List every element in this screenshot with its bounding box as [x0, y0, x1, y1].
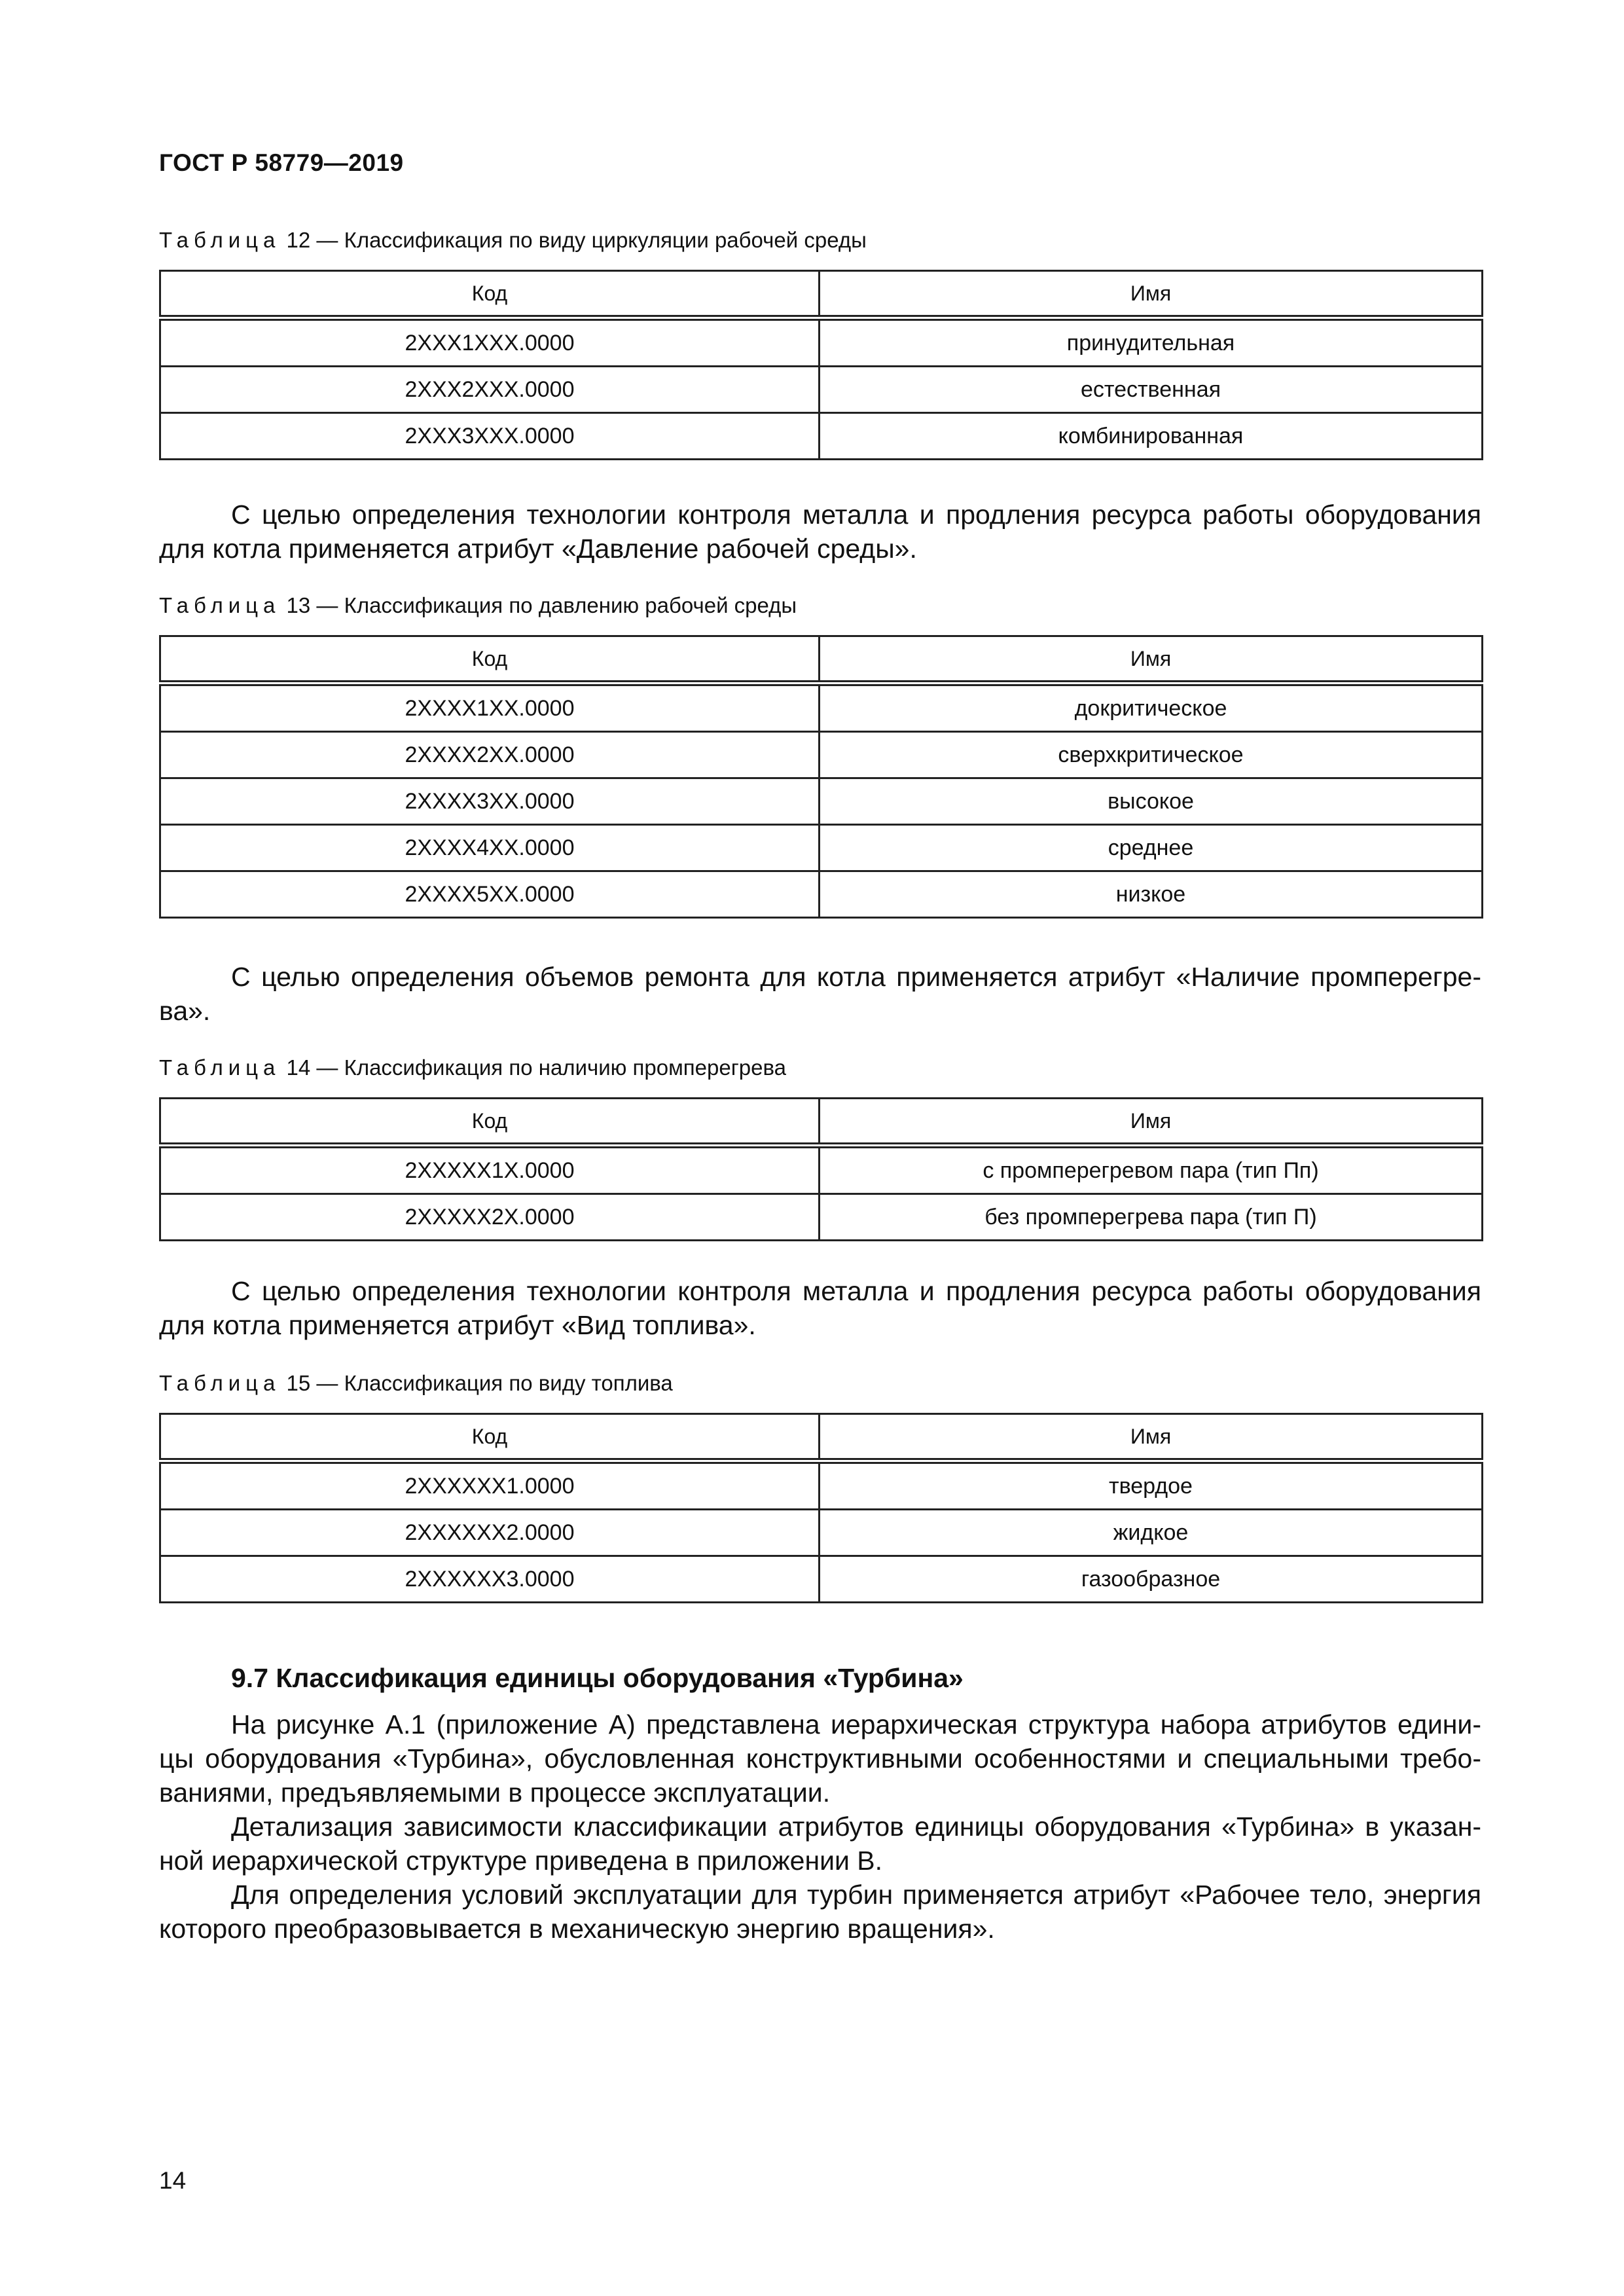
cell-code: 2XXXXX2X.0000	[160, 1194, 820, 1241]
table-caption-word: Таблица	[159, 228, 281, 252]
table-row	[160, 683, 1483, 732]
cell-name: докритическое	[820, 683, 1483, 732]
cell-name: комбинированная	[820, 413, 1483, 460]
table-row	[160, 1556, 1483, 1603]
document-id-header: ГОСТ Р 58779—2019	[159, 149, 404, 176]
table-row	[160, 778, 1483, 825]
paragraph-line: ваниями, предъявляемыми в процессе эксплуатации.	[159, 1777, 831, 1808]
cell-name: без промперегрева пара (тип П)	[820, 1194, 1483, 1241]
table-15-caption	[159, 1371, 673, 1396]
cell-code: 2XXXX2XX.0000	[160, 732, 820, 778]
cell-name: твердое	[820, 1461, 1483, 1510]
column-header-name: Имя	[820, 1099, 1483, 1146]
column-header-code: Код	[160, 1099, 820, 1146]
cell-code: 2XXXXXX3.0000	[160, 1556, 820, 1603]
table-caption-text: 12 — Классификация по виду циркуляции рабочей среды	[280, 228, 867, 252]
section-heading-9-7: 9.7 Классификация единицы оборудования «Турбина»	[231, 1663, 964, 1693]
column-header-code: Код	[160, 1414, 820, 1461]
cell-code: 2XXXX3XX.0000	[160, 778, 820, 825]
paragraph-turbine-structure	[159, 1707, 1481, 1810]
column-header-name: Имя	[820, 636, 1483, 683]
cell-name: среднее	[820, 825, 1483, 871]
table-caption-word: Таблица	[159, 593, 281, 617]
table-caption-word: Таблица	[159, 1055, 281, 1080]
column-header-name: Имя	[820, 271, 1483, 318]
cell-code: 2XXXXXX2.0000	[160, 1510, 820, 1556]
column-header-code: Код	[160, 636, 820, 683]
paragraph-line: С целью определения технологии контроля металла и продления ресурса работы оборудования	[231, 1276, 1481, 1306]
paragraph-reheat-attribute	[159, 960, 1481, 1028]
paragraph-line: На рисунке А.1 (приложение А) представлена иерархическая структура набора атрибутов едини-	[231, 1709, 1481, 1740]
cell-name: с промперегревом пара (тип Пп)	[820, 1146, 1483, 1194]
cell-code: 2XXX2XXX.0000	[160, 367, 820, 413]
table-14-caption	[159, 1055, 786, 1080]
table-row	[160, 1146, 1483, 1194]
paragraph-line: С целью определения технологии контроля металла и продления ресурса работы оборудования	[231, 500, 1481, 530]
cell-name: низкое	[820, 871, 1483, 918]
table-row	[160, 871, 1483, 918]
table-header-row	[160, 636, 1483, 683]
paragraph-pressure-attribute	[159, 498, 1481, 566]
cell-name: высокое	[820, 778, 1483, 825]
cell-code: 2XXX3XXX.0000	[160, 413, 820, 460]
paragraph-line: которого преобразовывается в механическую энергию вращения».	[159, 1914, 995, 1944]
cell-code: 2XXXXXX1.0000	[160, 1461, 820, 1510]
cell-code: 2XXXXX1X.0000	[160, 1146, 820, 1194]
table-header-row	[160, 271, 1483, 318]
table-caption-text: 13 — Классификация по давлению рабочей среды	[280, 593, 797, 617]
table-caption-text: 15 — Классификация по виду топлива	[280, 1371, 673, 1395]
paragraph-line: цы оборудования «Турбина», обусловленная конструктивными особенностями и специальными требо-	[159, 1743, 1481, 1774]
paragraph-turbine-working-fluid	[159, 1878, 1481, 1946]
table-header-row	[160, 1414, 1483, 1461]
table-12	[159, 270, 1483, 460]
table-row	[160, 1510, 1483, 1556]
cell-code: 2XXXX4XX.0000	[160, 825, 820, 871]
table-13-caption	[159, 593, 797, 618]
cell-name: сверхкритическое	[820, 732, 1483, 778]
paragraph-turbine-detail	[159, 1810, 1481, 1878]
table-row	[160, 318, 1483, 367]
cell-name: жидкое	[820, 1510, 1483, 1556]
page-number: 14	[159, 2167, 187, 2194]
table-row	[160, 367, 1483, 413]
paragraph-fuel-attribute	[159, 1274, 1481, 1342]
table-header-row	[160, 1099, 1483, 1146]
table-row	[160, 732, 1483, 778]
cell-code: 2XXX1XXX.0000	[160, 318, 820, 367]
paragraph-line: Для определения условий эксплуатации для турбин применяется атрибут «Рабочее тело, энергия	[231, 1880, 1481, 1910]
paragraph-line: ной иерархической структуре приведена в приложении В.	[159, 1846, 883, 1876]
table-14	[159, 1097, 1483, 1241]
paragraph-line: для котла применяется атрибут «Вид топлива».	[159, 1310, 756, 1340]
cell-code: 2XXXX1XX.0000	[160, 683, 820, 732]
cell-code: 2XXXX5XX.0000	[160, 871, 820, 918]
cell-name: естественная	[820, 367, 1483, 413]
paragraph-line: С целью определения объемов ремонта для котла применяется атрибут «Наличие промперегре-	[231, 962, 1481, 992]
table-row	[160, 825, 1483, 871]
table-caption-text: 14 — Классификация по наличию промперегрева	[280, 1055, 786, 1080]
column-header-code: Код	[160, 271, 820, 318]
table-13	[159, 635, 1483, 919]
table-caption-word: Таблица	[159, 1371, 281, 1395]
paragraph-line: Детализация зависимости классификации атрибутов единицы оборудования «Турбина» в указан-	[231, 1812, 1481, 1842]
table-row	[160, 1461, 1483, 1510]
paragraph-line: для котла применяется атрибут «Давление рабочей среды».	[159, 534, 917, 564]
table-row	[160, 413, 1483, 460]
cell-name: принудительная	[820, 318, 1483, 367]
paragraph-line: ва».	[159, 996, 211, 1026]
column-header-name: Имя	[820, 1414, 1483, 1461]
table-15	[159, 1413, 1483, 1603]
table-12-caption	[159, 228, 867, 253]
cell-name: газообразное	[820, 1556, 1483, 1603]
table-row	[160, 1194, 1483, 1241]
